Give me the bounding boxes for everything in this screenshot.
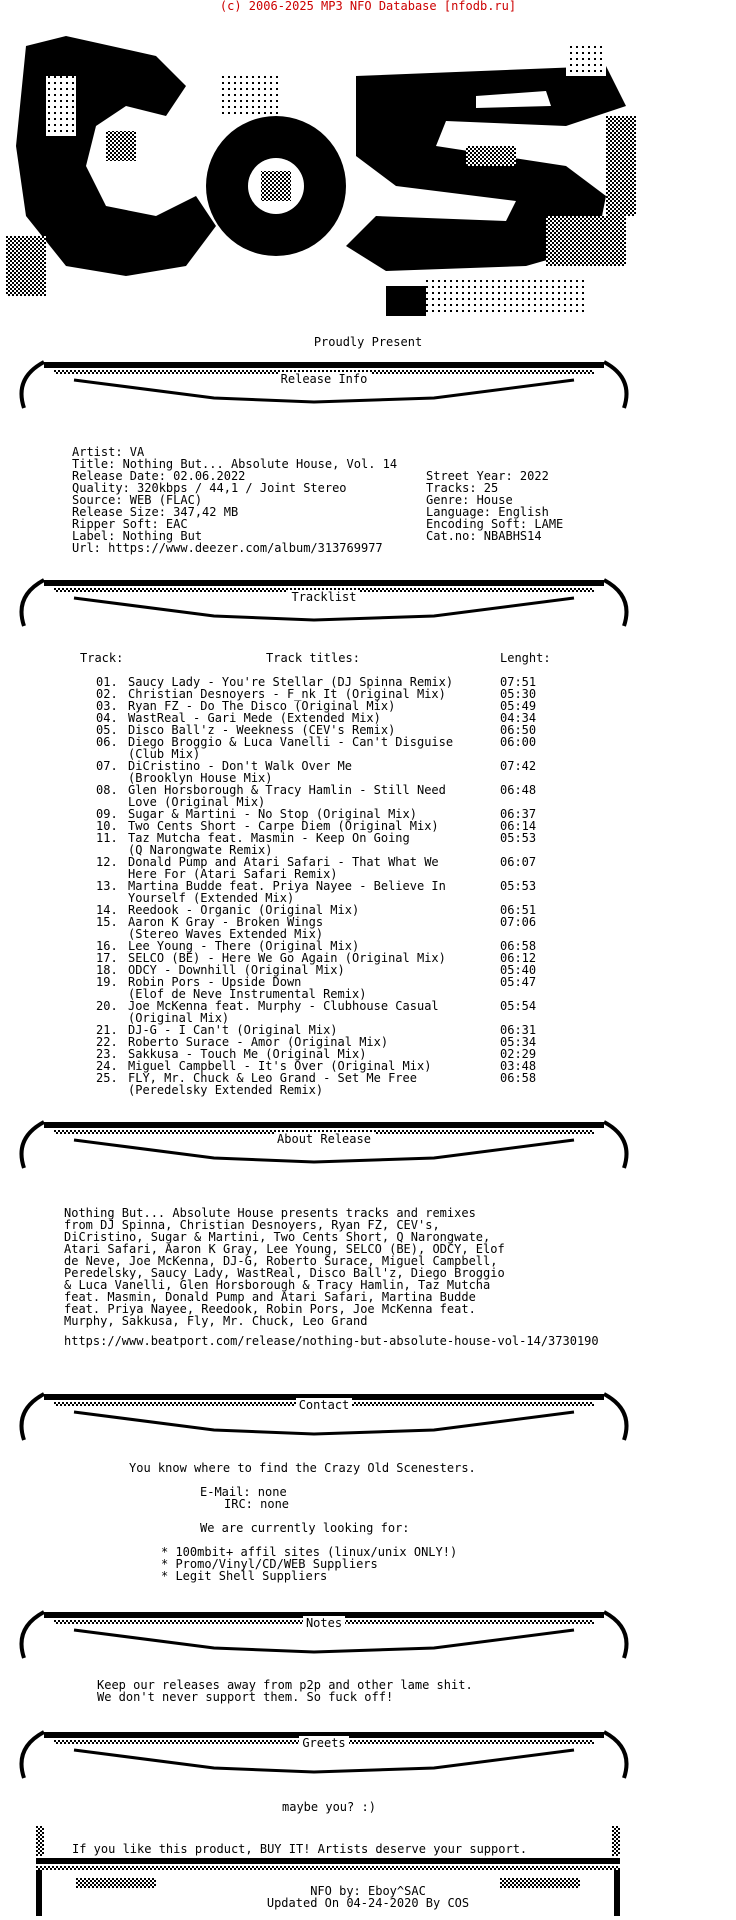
track-title: WastReal - Gari Mede (Extended Mix) — [128, 711, 381, 725]
about-url[interactable]: https://www.beatport.com/release/nothing-but-absolute-house-vol-14/3730190 — [64, 1334, 599, 1348]
track-number: 11. — [96, 831, 118, 845]
track-title: Ryan FZ - Do The Disco (Original Mix) — [128, 699, 396, 713]
nfo-by: NFO by: Eboy^SAC — [310, 1884, 426, 1898]
track-title: Sugar & Martini - No Stop (Original Mix) — [128, 807, 417, 821]
track-length: 04:34 — [500, 711, 537, 725]
release-info-title: Release Info — [278, 372, 371, 386]
about-line: Atari Safari, Aaron K Gray, Lee Young, SELCO (BE), ODCY, Elof — [64, 1242, 505, 1256]
notes-line-1: Keep our releases away from p2p and other lame shit. — [97, 1678, 473, 1692]
track-number: 06. — [96, 735, 118, 749]
track-length: 07:42 — [500, 759, 537, 773]
tracklist-frame — [14, 576, 634, 636]
track-title: FLY, Mr. Chuck & Leo Grand - Set Me Free — [128, 1071, 417, 1085]
release-info-line: Label: Nothing But — [72, 529, 203, 543]
track-number: 23. — [96, 1047, 118, 1061]
track-length: 05:47 — [500, 975, 537, 989]
track-title: Christian Desnoyers - F_nk It (Original Mix) — [128, 687, 446, 701]
release-info-line: Cat.no: NBABHS14 — [426, 529, 542, 543]
release-info-line: Tracks: 25 — [426, 481, 499, 495]
release-info-line: Ripper Soft: EAC — [72, 517, 188, 531]
contact-item: * Legit Shell Suppliers — [161, 1569, 328, 1583]
track-number: 08. — [96, 783, 118, 797]
track-title: Miguel Campbell - It's Over (Original Mix) — [128, 1059, 432, 1073]
contact-email: E-Mail: none — [200, 1485, 287, 1499]
track-title-cont: Yourself (Extended Mix) — [128, 891, 295, 905]
track-title: Donald Pump and Atari Safari - That What We — [128, 855, 439, 869]
track-title: Two Cents Short - Carpe Diem (Original Mix) — [128, 819, 439, 833]
about-line: & Luca Vanelli, Glen Horsborough & Tracy Hamlin, Taz Mutcha — [64, 1278, 491, 1292]
track-title-cont: (Brooklyn House Mix) — [128, 771, 273, 785]
track-title: Martina Budde feat. Priya Nayee - Believe In — [128, 879, 446, 893]
track-length: 05:40 — [500, 963, 537, 977]
contact-find: You know where to find the Crazy Old Scenesters. — [129, 1461, 476, 1475]
release-info-line: Title: Nothing But... Absolute House, Vol. 14 — [72, 457, 398, 471]
track-title: DJ-G - I Can't (Original Mix) — [128, 1023, 338, 1037]
track-length: 06:31 — [500, 1023, 537, 1037]
release-info-line: Source: WEB (FLAC) — [72, 493, 203, 507]
track-title: Taz Mutcha feat. Masmin - Keep On Going — [128, 831, 410, 845]
track-number: 20. — [96, 999, 118, 1013]
greets-title: Greets — [299, 1736, 348, 1750]
track-title-cont: (Peredelsky Extended Remix) — [128, 1083, 324, 1097]
track-number: 18. — [96, 963, 118, 977]
proudly-present: Proudly Present — [313, 335, 423, 349]
track-number: 07. — [96, 759, 118, 773]
track-length: 06:51 — [500, 903, 537, 917]
about-line: Nothing But... Absolute House presents tracks and remixes — [64, 1206, 476, 1220]
copyright-banner: (c) 2006-2025 MP3 NFO Database [nfodb.ru] — [219, 0, 517, 13]
greets-text: maybe you? :) — [282, 1800, 376, 1814]
track-length: 05:34 — [500, 1035, 537, 1049]
track-length: 05:30 — [500, 687, 537, 701]
track-title-cont: (Elof de Neve Instrumental Remix) — [128, 987, 367, 1001]
cos-logo — [6, 16, 646, 332]
support-message: If you like this product, BUY IT! Artists deserve your support. — [72, 1842, 528, 1856]
release-info-line: Artist: VA — [72, 445, 145, 459]
contact-irc: IRC: none — [224, 1497, 290, 1511]
track-number: 19. — [96, 975, 118, 989]
track-length: 06:50 — [500, 723, 537, 737]
track-number: 24. — [96, 1059, 118, 1073]
track-length: 06:00 — [500, 735, 537, 749]
track-title-cont: (Stereo Waves Extended Mix) — [128, 927, 324, 941]
track-number: 12. — [96, 855, 118, 869]
tracklist-header-track: Track: — [80, 651, 124, 665]
track-title: Disco Ball'z - Weekness (CEV's Remix) — [128, 723, 396, 737]
about-line: de Neve, Joe McKenna, DJ-G, Roberto Surace, Miguel Campbell, — [64, 1254, 498, 1268]
release-info-frame — [14, 358, 634, 418]
track-length: 07:06 — [500, 915, 537, 929]
track-number: 05. — [96, 723, 118, 737]
release-info-line: Genre: House — [426, 493, 513, 507]
track-number: 04. — [96, 711, 118, 725]
track-number: 10. — [96, 819, 118, 833]
tracklist-title: Tracklist — [288, 590, 359, 604]
track-number: 02. — [96, 687, 118, 701]
about-title: About Release — [274, 1132, 374, 1146]
track-length: 06:48 — [500, 783, 537, 797]
contact-item: * 100mbit+ affil sites (linux/unix ONLY!) — [161, 1545, 458, 1559]
about-frame — [14, 1118, 634, 1178]
track-title: Diego Broggio & Luca Vanelli - Can't Disguise — [128, 735, 454, 749]
track-length: 06:58 — [500, 1071, 537, 1085]
track-number: 16. — [96, 939, 118, 953]
about-line: Murphy, Sakkusa, Fly, Mr. Chuck, Leo Grand — [64, 1314, 368, 1328]
track-title: Glen Horsborough & Tracy Hamlin - Still Need — [128, 783, 446, 797]
contact-item: * Promo/Vinyl/CD/WEB Suppliers — [161, 1557, 378, 1571]
track-number: 09. — [96, 807, 118, 821]
release-info-line: Quality: 320kbps / 44,1 / Joint Stereo — [72, 481, 347, 495]
track-number: 03. — [96, 699, 118, 713]
track-title: Lee Young - There (Original Mix) — [128, 939, 360, 953]
track-title-cont: (Q Narongwate Remix) — [128, 843, 273, 857]
track-length: 06:37 — [500, 807, 537, 821]
track-number: 13. — [96, 879, 118, 893]
track-title: Sakkusa - Touch Me (Original Mix) — [128, 1047, 367, 1061]
track-length: 05:49 — [500, 699, 537, 713]
track-length: 06:14 — [500, 819, 537, 833]
track-length: 06:07 — [500, 855, 537, 869]
release-info-line: Encoding Soft: LAME — [426, 517, 564, 531]
track-number: 21. — [96, 1023, 118, 1037]
track-title-cont: Love (Original Mix) — [128, 795, 266, 809]
release-info-line: Release Date: 02.06.2022 — [72, 469, 246, 483]
track-length: 05:54 — [500, 999, 537, 1013]
track-title: Aaron K Gray - Broken Wings — [128, 915, 324, 929]
track-number: 22. — [96, 1035, 118, 1049]
track-title: SELCO (BE) - Here We Go Again (Original Mix) — [128, 951, 446, 965]
release-info-line: Street Year: 2022 — [426, 469, 549, 483]
track-number: 01. — [96, 675, 118, 689]
updated-on: Updated On 04-24-2020 By COS — [266, 1896, 470, 1910]
track-title: Joe McKenna feat. Murphy - Clubhouse Casual — [128, 999, 439, 1013]
tracklist-header-length: Lenght: — [500, 651, 551, 665]
release-info-line: Language: English — [426, 505, 549, 519]
about-line: feat. Priya Nayee, Reedook, Robin Pors, Joe McKenna feat. — [64, 1302, 476, 1316]
track-title: Roberto Surace - Amor (Original Mix) — [128, 1035, 389, 1049]
track-length: 07:51 — [500, 675, 537, 689]
track-title: Reedook - Organic (Original Mix) — [128, 903, 360, 917]
track-length: 06:58 — [500, 939, 537, 953]
contact-title: Contact — [296, 1398, 353, 1412]
track-length: 02:29 — [500, 1047, 537, 1061]
release-info-line: Url: https://www.deezer.com/album/313769977 — [72, 541, 383, 555]
track-title: Saucy Lady - You're Stellar (DJ Spinna Remix) — [128, 675, 454, 689]
about-line: DiCristino, Sugar & Martini, Two Cents Short, Q Narongwate, — [64, 1230, 491, 1244]
track-number: 14. — [96, 903, 118, 917]
about-line: from DJ Spinna, Christian Desnoyers, Ryan FZ, CEV's, — [64, 1218, 440, 1232]
track-title-cont: (Club Mix) — [128, 747, 201, 761]
track-length: 06:12 — [500, 951, 537, 965]
track-title-cont: Here For (Atari Safari Remix) — [128, 867, 338, 881]
about-line: Peredelsky, Saucy Lady, WastReal, Disco Ball'z, Diego Broggio — [64, 1266, 505, 1280]
tracklist-header-titles: Track titles: — [266, 651, 360, 665]
contact-looking: We are currently looking for: — [200, 1521, 410, 1535]
track-length: 05:53 — [500, 831, 537, 845]
notes-title: Notes — [303, 1616, 345, 1630]
track-number: 17. — [96, 951, 118, 965]
track-title: ODCY - Downhill (Original Mix) — [128, 963, 345, 977]
track-length: 03:48 — [500, 1059, 537, 1073]
track-length: 05:53 — [500, 879, 537, 893]
notes-line-2: We don't never support them. So fuck off! — [97, 1690, 394, 1704]
track-title: DiCristino - Don't Walk Over Me — [128, 759, 352, 773]
track-title: Robin Pors - Upside Down — [128, 975, 302, 989]
track-title-cont: (Original Mix) — [128, 1011, 230, 1025]
track-number: 15. — [96, 915, 118, 929]
track-number: 25. — [96, 1071, 118, 1085]
about-line: feat. Masmin, Donald Pump and Atari Safari, Martina Budde — [64, 1290, 476, 1304]
release-info-line: Release Size: 347,42 MB — [72, 505, 239, 519]
